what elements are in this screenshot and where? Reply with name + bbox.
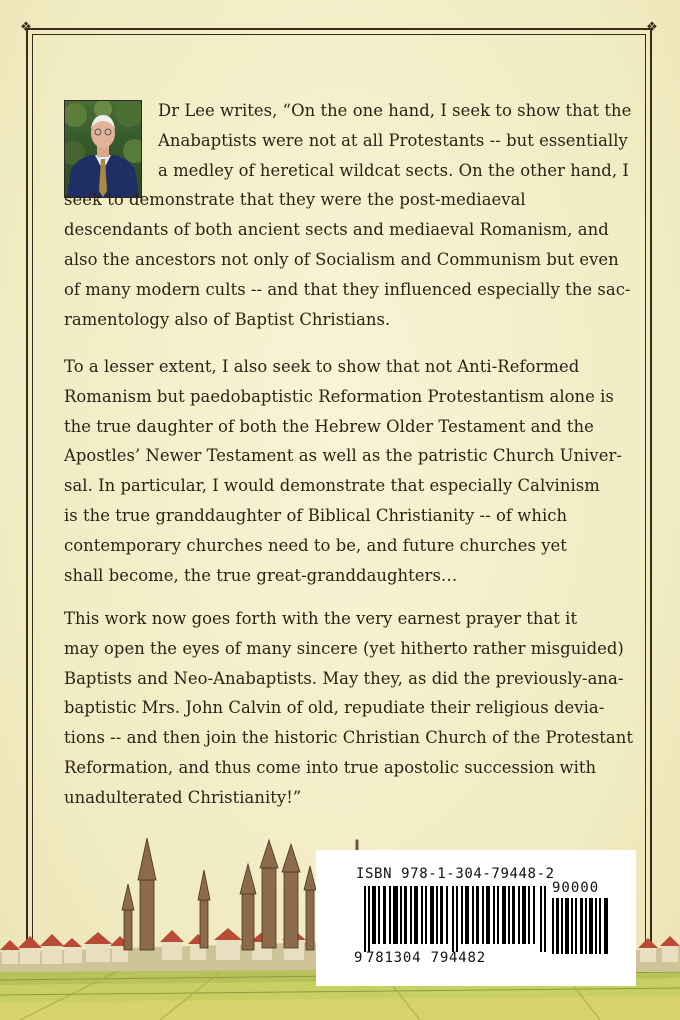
addon-barcode-bars [552,898,610,954]
text-line: Dr Lee writes, “On the one hand, I seek to show that the [158,101,632,120]
text-line: baptistic Mrs. John Calvin of old, repudiate their religious devia- [64,698,605,718]
isbn-label: ISBN 978-1-304-79448-2 [356,866,555,882]
text-line: of many modern cults -- and that they influenced especially the sac- [64,279,631,299]
text-line: Reformation, and thus come into true apostolic succession with [64,757,597,777]
text-line: To a lesser extent, I also seek to show that not Anti-Reformed [64,357,580,376]
barcode-digits: 781304 794482 [366,950,486,966]
price-code: 90000 [552,880,600,896]
text-line: contemporary churches need to be, and future churches yet [64,535,567,555]
text-line: ramentology also of Baptist Christians. [64,309,391,329]
text-line: the true daughter of both the Hebrew Older Testament and the [64,416,594,436]
text-line: Anabaptists were not at all Protestants -- but essentially [158,130,628,150]
barcode-bars [364,886,548,952]
text-line: Romanism but paedobaptistic Reformation Protestantism alone is [64,386,614,406]
text-line: shall become, the true great-granddaughters… [64,565,458,585]
text-line: sal. In particular, I would demonstrate that especially Calvinism [64,476,600,496]
text-line: a medley of heretical wildcat sects. On the other hand, I [158,160,629,180]
text-line: tions -- and then join the historic Christian Church of the Protestant [64,728,633,748]
text-line: unadulterated Christianity!” [64,787,302,807]
text-line: Apostles’ Newer Testament as well as the patristic Church Univer- [64,446,622,466]
text-line: Baptists and Neo-Anabaptists. May they, as did the previously-ana- [64,668,624,688]
text-line: also the ancestors not only of Socialism and Communism but even [64,249,619,269]
paragraph-1 [64,96,632,334]
text-line: This work now goes forth with the very earnest prayer that it [64,609,578,628]
paragraph-3 [64,604,633,813]
isbn-barcode [316,850,636,986]
corner-ornament-icon: ❖ [20,20,32,35]
text-line: is the true granddaughter of Biblical Christianity -- of which [64,505,568,525]
paragraph-2 [64,352,622,590]
corner-ornament-icon: ❖ [646,20,658,35]
text-line: seek to demonstrate that they were the post-mediaeval [64,190,526,210]
text-line: may open the eyes of many sincere (yet hitherto rather misguided) [64,638,624,658]
barcode-lead-digit: 9 [354,950,363,966]
text-line: descendants of both ancient sects and mediaeval Romanism, and [64,220,609,240]
